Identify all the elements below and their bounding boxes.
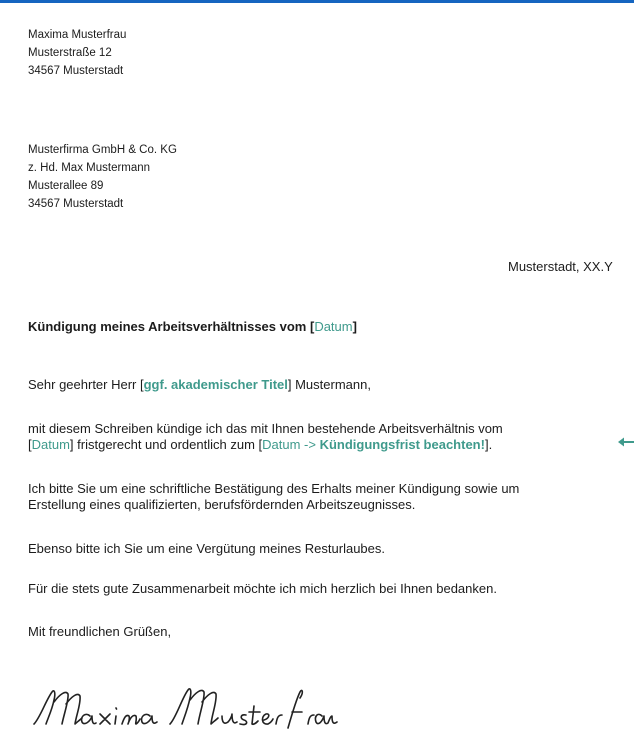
arrow-left-icon: [618, 436, 634, 448]
salutation-after: ] Mustermann,: [287, 377, 371, 392]
sender-address: [28, 26, 126, 80]
sender-name: Maxima Musterfrau: [28, 29, 127, 41]
paragraph-thanks: Für die stets gute Zusammenarbeit möchte ich mich herzlich bei Ihnen bedanken.: [28, 581, 497, 596]
recipient-street: Musterallee 89: [28, 180, 104, 192]
placeholder-date: Datum: [314, 319, 353, 334]
paragraph-confirmation: [28, 481, 519, 513]
placeholder-date: Datum: [31, 437, 70, 452]
paragraph-vacation: Ebenso bitte ich Sie um eine Vergütung meines Resturlaubes.: [28, 541, 385, 556]
closing-phrase: Mit freundlichen Grüßen,: [28, 624, 172, 639]
subject-line: [28, 319, 357, 335]
paragraph-line: Ich bitte Sie um eine schriftliche Bestätigung des Erhalts meiner Kündigung sowie um: [28, 481, 520, 496]
paragraph-line: Erstellung eines qualifizierten, berufsfördernden Arbeitszeugnisses.: [28, 497, 416, 512]
recipient-attn: z. Hd. Max Mustermann: [28, 162, 151, 174]
recipient-city: 34567 Musterstadt: [28, 198, 124, 210]
top-accent-bar: [0, 0, 634, 3]
placeholder-notice-period: Kündigungsfrist beachten!: [319, 437, 485, 452]
paragraph-line: mit diesem Schreiben kündige ich das mit Ihnen bestehende Arbeitsverhältnis vom: [28, 421, 503, 436]
bracket-open: [: [28, 437, 32, 452]
subject-end: ]: [352, 319, 357, 334]
salutation-before: Sehr geehrter Herr [: [28, 377, 144, 392]
salutation: [28, 377, 371, 393]
recipient-company: Musterfirma GmbH & Co. KG: [28, 144, 177, 156]
placeholder-title: ggf. akademischer Titel: [143, 377, 288, 392]
paragraph-termination: [28, 421, 503, 453]
paragraph-line: [28, 437, 503, 453]
bracket-close: ].: [484, 437, 493, 452]
recipient-address: [28, 141, 177, 213]
subject-text: Kündigung meines Arbeitsverhältnisses vom [: [28, 319, 315, 334]
handwritten-signature: [30, 678, 340, 738]
letter-date: Musterstadt, XX.Y: [508, 259, 613, 274]
sender-city: 34567 Musterstadt: [28, 65, 124, 77]
placeholder-date-2: Datum ->: [262, 437, 320, 452]
sender-street: Musterstraße 12: [28, 47, 112, 59]
paragraph-text: ] fristgerecht und ordentlich zum [: [69, 437, 263, 452]
